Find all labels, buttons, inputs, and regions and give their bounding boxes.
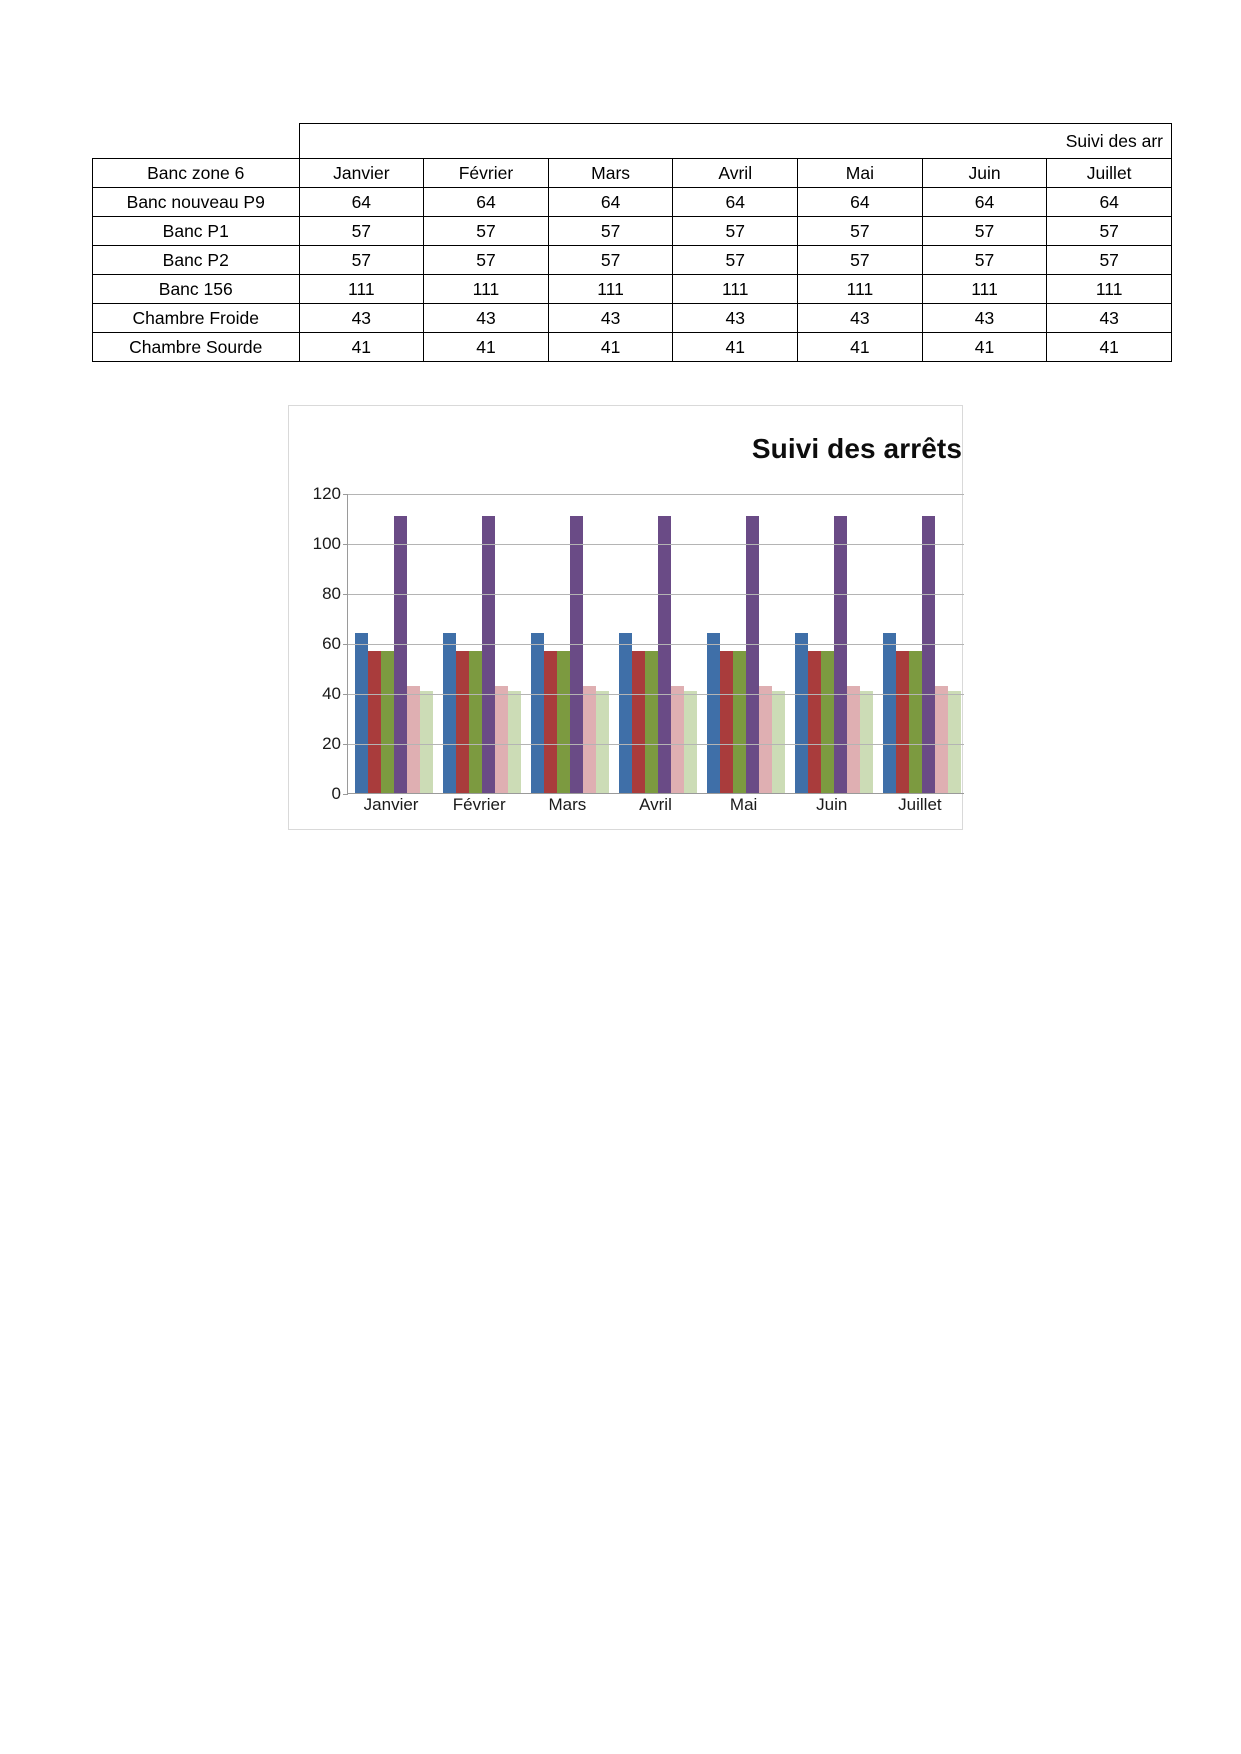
y-tick-label: 40 (322, 684, 341, 703)
bar[interactable] (821, 651, 834, 794)
banner-blank-cell (93, 124, 300, 159)
gridline (348, 744, 964, 745)
table-cell: 43 (424, 304, 549, 333)
bar[interactable] (619, 633, 632, 793)
y-axis-tick (343, 744, 348, 745)
table-cell: 111 (922, 275, 1047, 304)
bar[interactable] (935, 686, 948, 794)
y-axis-labels (289, 484, 347, 803)
bar[interactable] (583, 686, 596, 794)
bar[interactable] (746, 516, 759, 794)
bar[interactable] (847, 686, 860, 794)
table-cell: 43 (798, 304, 923, 333)
table-cell: 64 (1047, 188, 1172, 217)
table-cell: 64 (798, 188, 923, 217)
x-tick-label: Juin (816, 795, 848, 814)
table-cell: 57 (548, 217, 673, 246)
table-cell: 111 (548, 275, 673, 304)
table-cell: 111 (299, 275, 424, 304)
y-axis-tick (343, 644, 348, 645)
bar[interactable] (531, 633, 544, 793)
bar[interactable] (707, 633, 720, 793)
bar[interactable] (834, 516, 847, 794)
table-row (93, 188, 1172, 217)
bar[interactable] (495, 686, 508, 794)
table-row (93, 217, 1172, 246)
bar[interactable] (381, 651, 394, 794)
table-row (93, 304, 1172, 333)
row-label: Chambre Sourde (93, 333, 300, 362)
chart-container[interactable] (288, 405, 963, 830)
table-cell: 57 (922, 246, 1047, 275)
table-col-header-janvier: Janvier (299, 159, 424, 188)
table-cell: 64 (673, 188, 798, 217)
bar[interactable] (456, 651, 469, 794)
bar[interactable] (469, 651, 482, 794)
table-col-header-juillet: Juillet (1047, 159, 1172, 188)
table-cell: 57 (798, 217, 923, 246)
bar[interactable] (570, 516, 583, 794)
x-tick-label: Mai (729, 795, 758, 814)
gridline (348, 644, 964, 645)
bar[interactable] (671, 686, 684, 794)
bar[interactable] (443, 633, 456, 793)
bar[interactable] (355, 633, 368, 793)
table-row (93, 333, 1172, 362)
table-cell: 41 (299, 333, 424, 362)
table-col-header-mai: Mai (798, 159, 923, 188)
gridline (348, 594, 964, 595)
bar[interactable] (420, 691, 433, 794)
bar[interactable] (508, 691, 521, 794)
x-tick-label: Mars (548, 795, 587, 814)
bar[interactable] (596, 691, 609, 794)
row-label: Banc nouveau P9 (93, 188, 300, 217)
table-cell: 64 (922, 188, 1047, 217)
chart-plot-wrapper (289, 484, 964, 814)
y-axis-tick (343, 494, 348, 495)
table-col-header-avril: Avril (673, 159, 798, 188)
bar[interactable] (896, 651, 909, 794)
x-axis-labels (347, 795, 964, 815)
bar[interactable] (482, 516, 495, 794)
table-cell: 111 (673, 275, 798, 304)
table-cell: 57 (548, 246, 673, 275)
table-cell: 64 (548, 188, 673, 217)
table-cell: 57 (922, 217, 1047, 246)
table-row (93, 246, 1172, 275)
bar[interactable] (909, 651, 922, 794)
y-tick-label: 0 (331, 784, 341, 803)
y-tick-label: 60 (322, 634, 341, 653)
gridline (348, 544, 964, 545)
banner-title-cell: Suivi des arr (299, 124, 1172, 159)
bar[interactable] (407, 686, 420, 794)
y-tick-label: 20 (322, 734, 341, 753)
table-cell: 57 (673, 217, 798, 246)
bar[interactable] (632, 651, 645, 794)
table-cell: 64 (299, 188, 424, 217)
y-tick-label: 100 (312, 534, 341, 553)
row-label: Banc P1 (93, 217, 300, 246)
table-cell: 111 (424, 275, 549, 304)
table-col-header-fevrier: Février (424, 159, 549, 188)
table-cell: 43 (673, 304, 798, 333)
bar[interactable] (922, 516, 935, 794)
bar[interactable] (368, 651, 381, 794)
y-tick-label: 80 (322, 584, 341, 603)
bar[interactable] (394, 516, 407, 794)
table-cell: 111 (798, 275, 923, 304)
bar[interactable] (645, 651, 658, 794)
table-cell: 43 (922, 304, 1047, 333)
bar[interactable] (658, 516, 671, 794)
bar[interactable] (883, 633, 896, 793)
table-cell: 64 (424, 188, 549, 217)
table-col-header-mars: Mars (548, 159, 673, 188)
table-cell: 43 (299, 304, 424, 333)
plot-area (347, 494, 964, 794)
bar[interactable] (544, 651, 557, 794)
data-table (92, 123, 1172, 362)
table-cell: 57 (798, 246, 923, 275)
row-label: Banc 156 (93, 275, 300, 304)
table-cell: 41 (798, 333, 923, 362)
bar[interactable] (772, 691, 785, 794)
table-cell: 57 (673, 246, 798, 275)
x-tick-label: Juillet (898, 795, 942, 814)
y-tick-label: 120 (312, 484, 341, 503)
table-cell: 111 (1047, 275, 1172, 304)
table-cell: 57 (1047, 246, 1172, 275)
bar[interactable] (808, 651, 821, 794)
table-cell: 57 (1047, 217, 1172, 246)
bar[interactable] (795, 633, 808, 793)
bar[interactable] (557, 651, 570, 794)
bar[interactable] (684, 691, 697, 794)
row-label: Chambre Froide (93, 304, 300, 333)
gridline (348, 494, 964, 495)
y-axis-tick (343, 544, 348, 545)
gridline (348, 694, 964, 695)
y-axis-tick (343, 694, 348, 695)
x-tick-label: Février (452, 795, 506, 814)
table-cell: 43 (1047, 304, 1172, 333)
row-label: Banc P2 (93, 246, 300, 275)
table-cell: 57 (299, 246, 424, 275)
table-col-header-juin: Juin (922, 159, 1047, 188)
y-axis-tick (343, 594, 348, 595)
chart-title: Suivi des arrêts (751, 433, 962, 464)
bar[interactable] (720, 651, 733, 794)
table-cell: 41 (1047, 333, 1172, 362)
table-cell: 41 (673, 333, 798, 362)
table-header-row (93, 159, 1172, 188)
table-corner-label: Banc zone 6 (93, 159, 300, 188)
bar[interactable] (948, 691, 961, 794)
bar[interactable] (733, 651, 746, 794)
table-cell: 41 (922, 333, 1047, 362)
table-cell: 41 (548, 333, 673, 362)
table-banner-row (93, 124, 1172, 159)
bar[interactable] (759, 686, 772, 794)
table-body (93, 124, 1172, 362)
x-tick-label: Janvier (363, 795, 419, 814)
table-cell: 57 (424, 246, 549, 275)
table-row (93, 275, 1172, 304)
table-cell: 57 (299, 217, 424, 246)
table-cell: 57 (424, 217, 549, 246)
table-cell: 43 (548, 304, 673, 333)
table-cell: 41 (424, 333, 549, 362)
data-table-container (92, 123, 1163, 362)
x-tick-label: Avril (639, 795, 672, 814)
bar[interactable] (860, 691, 873, 794)
